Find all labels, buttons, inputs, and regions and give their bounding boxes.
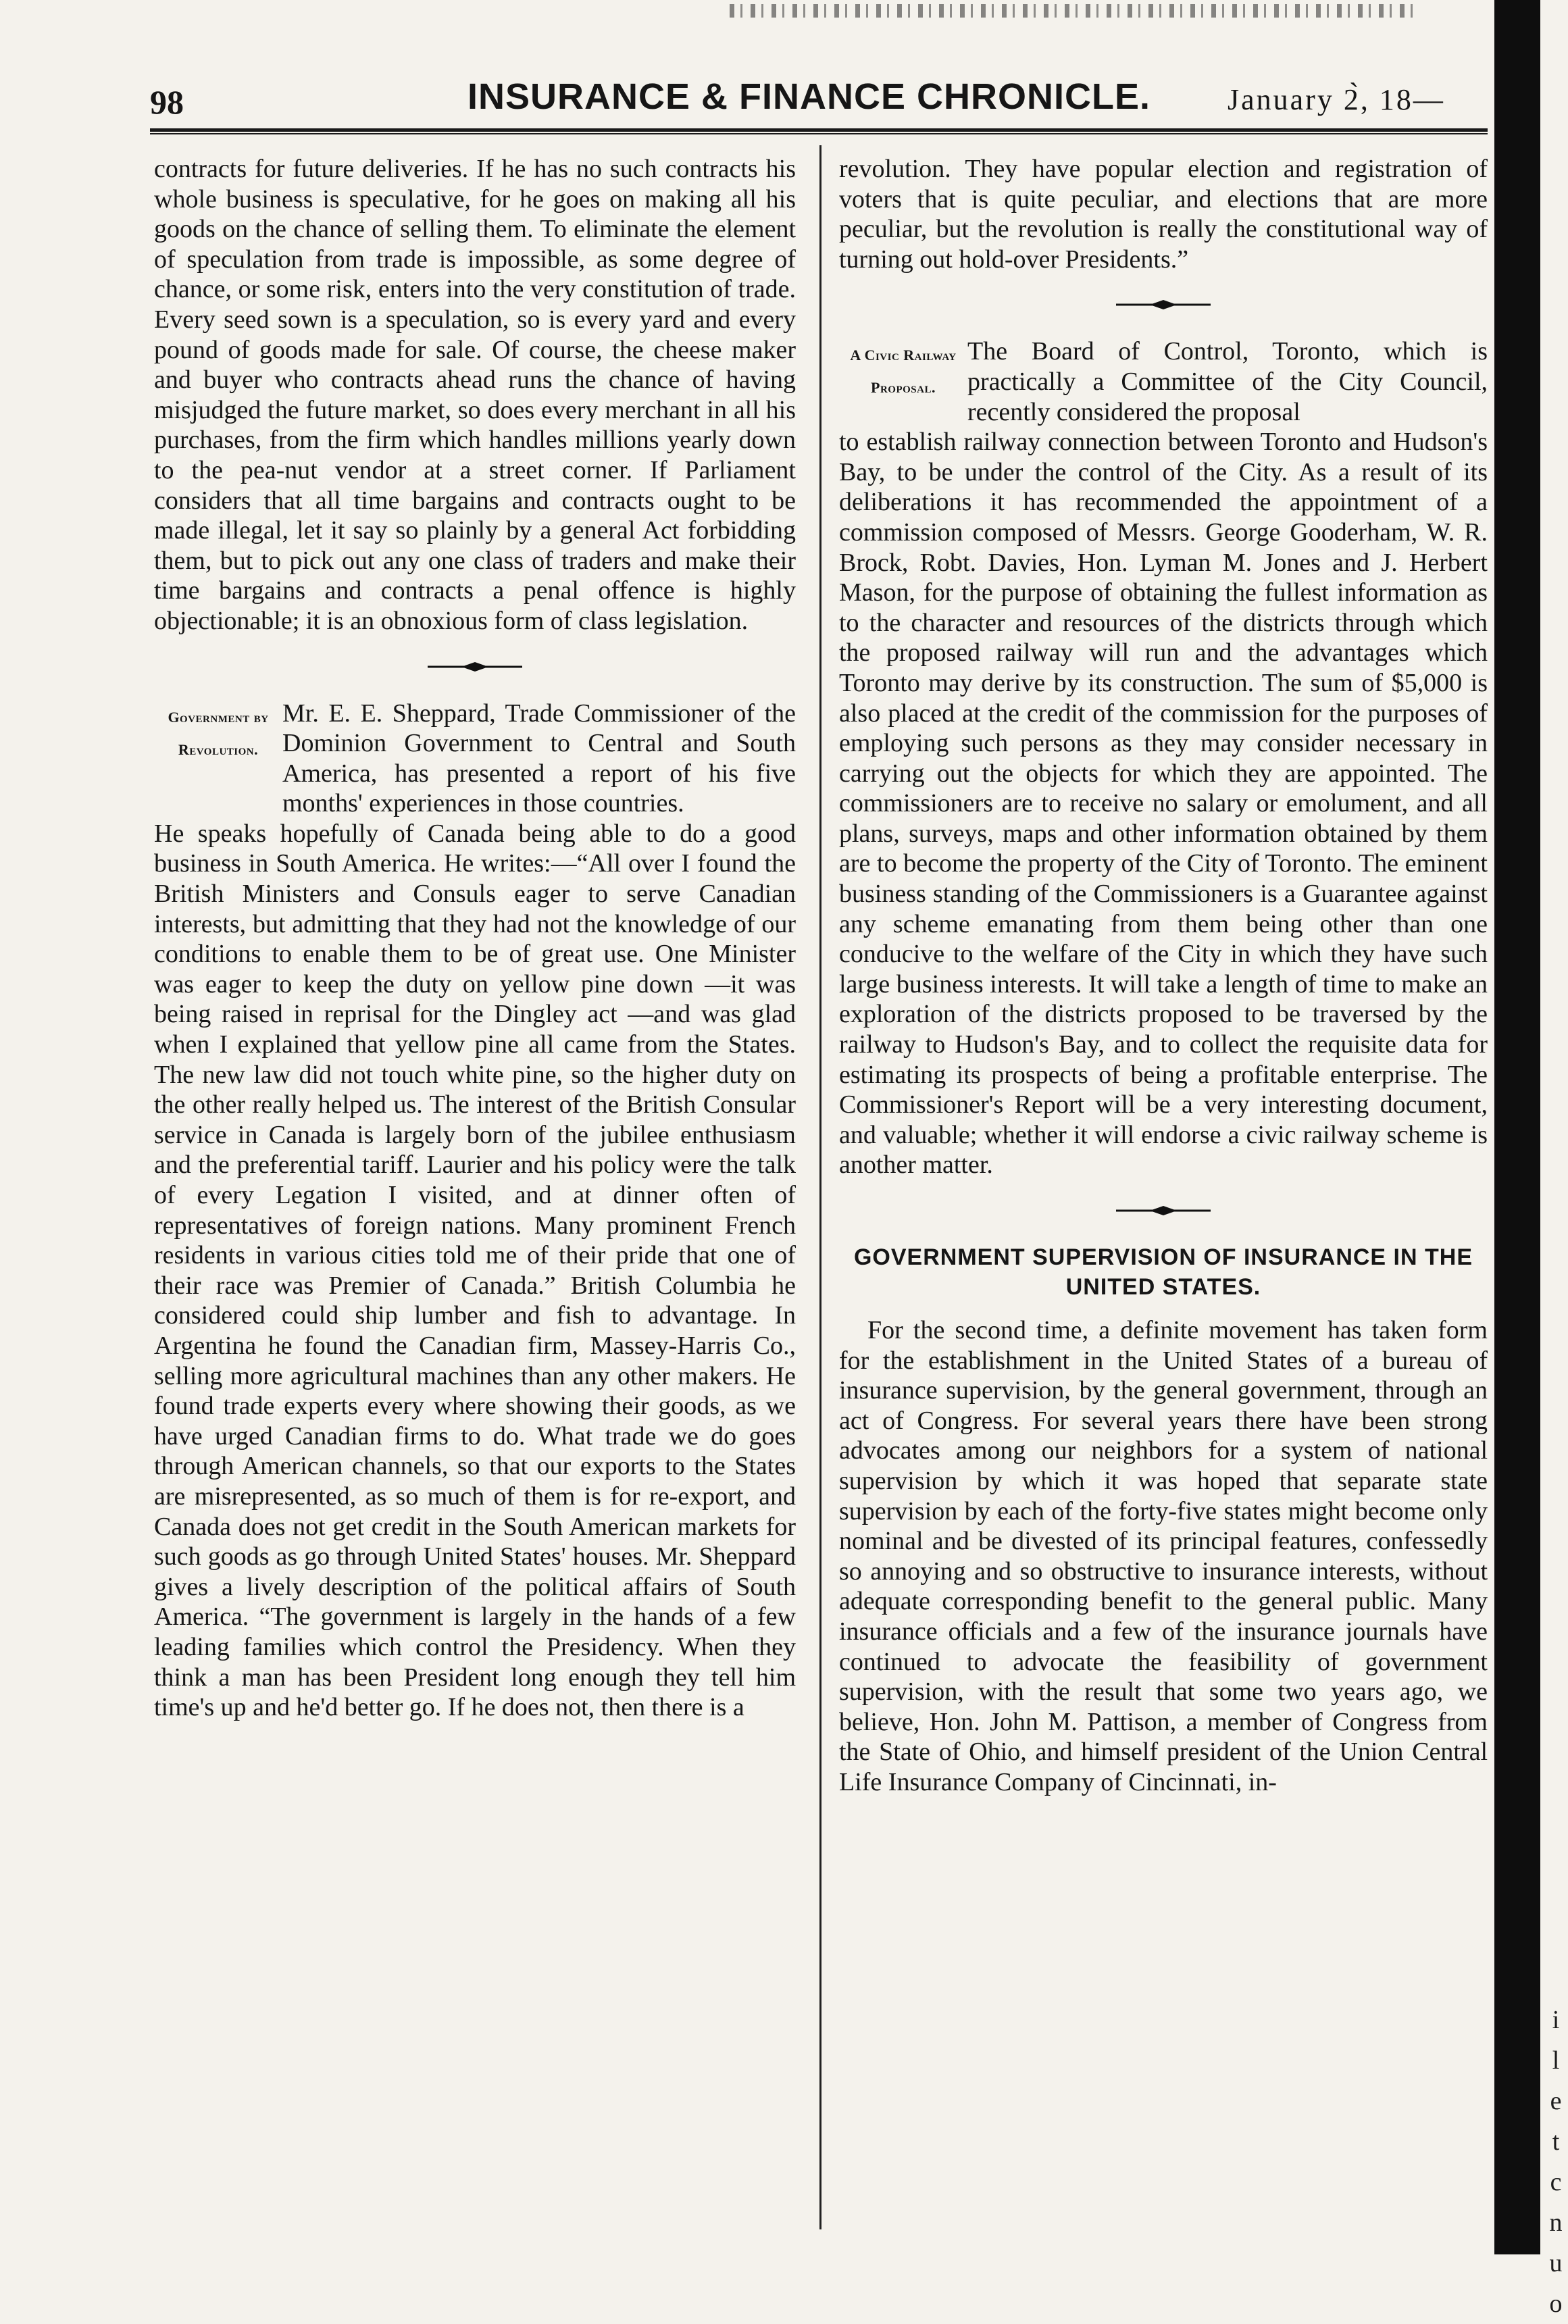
ornament-divider	[1116, 300, 1211, 309]
edge-letter: n	[1549, 2208, 1563, 2237]
article-government-by-revolution	[154, 699, 796, 819]
edge-letter: i	[1552, 2006, 1560, 2034]
right-column	[839, 154, 1488, 1798]
header-rule	[150, 128, 1488, 134]
edge-letter: t	[1552, 2127, 1560, 2156]
edge-letter: u	[1549, 2249, 1563, 2277]
article-body: For the second time, a definite movement has taken form for the establishment in the United States of a bureau of insurance supervision, by the general government, through an act of Congress. For several years there have been strong advocates among our neighbors for a system of national supervision by which it was hoped that separate state supervision by each of the forty-five states might become only nominal and be divested of its principal features, confessedly so annoying and so obstructive to insurance interests, without adequate corresponding benefit to the general public. Many insurance officials and a few of the insurance journals have continued to advocate the feasibility of government supervision, with the result that some two years ago, we believe, Hon. John M. Pattison, a member of Congress from the State of Ohio, and himself president of the Union Central Life Insurance Company of Cincinnati, in-	[839, 1316, 1488, 1796]
article-body: He speaks hopefully of Canada being able to do a good business in South America. He writes:—“All over I found the British Ministers and Consuls eager to serve Canadian interests, but admitting that they had not the knowledge of our conditions to enable them to be of great use. One Minister was eager to keep the duty on yellow pine down —it was being raised in reprisal for the Dingley act —and was glad when I explained that yellow pine all came from the States. The new law did not touch white pine, so the higher duty on the other really helped us. The interest of the British Consular service in Canada is largely born of the jubilee enthusiasm and the preferential tariff. Laurier and his policy were the talk of every Legation I visited, and at dinner often of representatives of foreign nations. Many prominent French residents in various cities told me of their pride that one of their race was Premier of Canada.” British Columbia he considered could ship lumber and fish to advantage. In Argentina he found the Canadian firm, Massey-Harris Co., selling more agricultural machines than any other makers. He found trade experts every where showing their goods, as we have urged Canadian firms to do. What trade we do goes through American channels, so that our exports to the States are misrepresented, as so much of them is for re-export, and Canada does not get credit in the South American markets for such goods as go through United States' houses. Mr. Sheppard gives a lively description of the political affairs of South America. “The government is largely in the hands of a few leading families which control the Presidency. When they think a man has been President long enough they tell him time's up and he'd better go. If he does not, then there is a	[154, 819, 796, 1722]
edge-letter: l	[1552, 2046, 1560, 2075]
ornament-divider	[1116, 1206, 1211, 1215]
adjacent-page-fragment	[1546, 2000, 1566, 2324]
section-heading: GOVERNMENT SUPERVISION OF INSURANCE IN THE UNITED STATES.	[853, 1244, 1473, 1300]
edge-letter: c	[1550, 2168, 1562, 2196]
article-continuation: contracts for future deliveries. If he has no such contracts his whole business is speculative, for he goes on making all his goods on the chance of selling them. To eliminate the element of speculation from trade is impossible, as some degree of chance, or some risk, enters into the very constitution of trade. Every seed sown is a speculation, so is every yard and every pound of goods made for sale. Of course, the cheese maker and buyer who contracts ahead runs the chance of having misjudged the future market, so does every merchant in all his purchases, from the firm which handles millions yearly down to the pea-nut vendor at a street corner. If Parliament considers that all time bargains and contracts ought to be made illegal, let it say so plainly by a general Act forbidding them, but to pick out any one class of traders and make their time bargains and contracts a penal offence is highly objectionable; it is an obnoxious form of class legislation.	[154, 155, 796, 635]
scan-artifact	[730, 4, 1419, 18]
left-column	[154, 154, 796, 1723]
ornament-divider	[428, 662, 522, 672]
article-lead: The Board of Control, Toronto, which is practically a Committee of the City Council, recently considered the proposal	[967, 337, 1488, 426]
column-divider	[819, 145, 821, 2229]
article-civic-railway	[839, 336, 1488, 427]
article-body: to establish railway connection between Toronto and Hudson's Bay, to be under the control of the City. As a result of its deliberations it has recommended the appointment of a commission composed of Messrs. George Gooderham, W. R. Brock, Robt. Davies, Hon. Lyman M. Jones and J. Herbert Mason, for the purpose of obtaining the fullest information as to the character and resources of the districts through which the proposed railway will run and the advantages which Toronto may derive by its construction. The sum of $5,000 is also placed at the credit of the commission for the purposes of employing such persons as they may consider necessary in carrying out the objects for which they are appointed. The commissioners are to receive no salary or emolument, and all plans, surveys, maps and other information obtained by them are to become the property of the City of Toronto. The eminent business standing of the Commissioners is a Guarantee against any scheme emanating from them being other than one conducive to the welfare of the City in which they have such large business interests. It will take a length of time to make an exploration of the districts proposed to be traversed by the railway to Hudson's Bay, and to collect the requisite data for estimating its prospects of being a profitable enterprise. The Commissioner's Report will be a very interesting document, and valuable; whether it will endorse a civic railway scheme is another matter.	[839, 428, 1488, 1180]
page-number: 98	[150, 83, 184, 121]
issue-date: January 2̀, 18—	[1228, 83, 1445, 116]
side-heading: Government by Revolution.	[168, 708, 269, 758]
publication-title: INSURANCE & FINANCE CHRONICLE.	[467, 76, 1151, 117]
edge-letter: o	[1549, 2290, 1563, 2318]
side-heading: A Civic Railway Proposal.	[850, 347, 957, 397]
page-edge-shadow	[1494, 0, 1540, 2254]
page-header	[150, 76, 1488, 124]
edge-letter: e	[1550, 2087, 1562, 2115]
article-continuation: revolution. They have popular election and registration of voters that is quite peculiar, and elections that are more peculiar, but the revolution is really the constitutional way of turning out hold-over Presidents.”	[839, 155, 1488, 274]
article-lead: Mr. E. E. Sheppard, Trade Commissioner of the Dominion Government to Central and South America, has presented a report of his five months' experiences in those countries.	[282, 699, 796, 818]
